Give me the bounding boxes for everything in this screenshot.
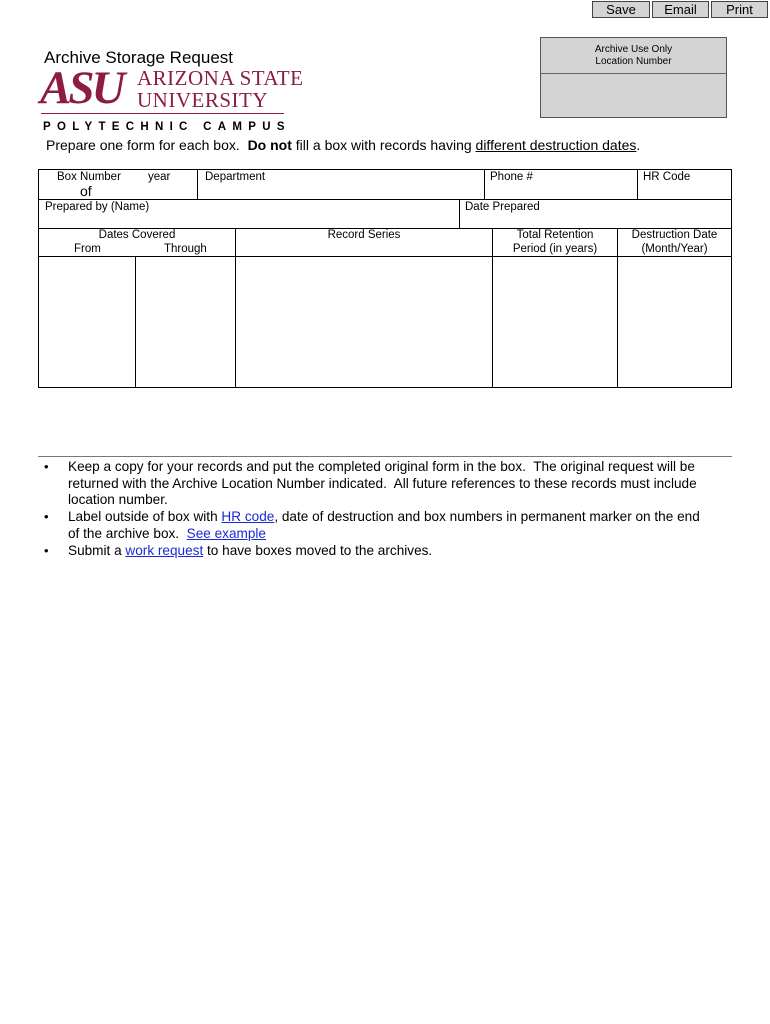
bullet: • <box>44 543 49 558</box>
location-number-label: Location Number <box>595 56 672 67</box>
form-col-divider <box>484 169 485 199</box>
page-title: Archive Storage Request <box>44 48 233 67</box>
from-label: From <box>74 243 101 255</box>
print-button[interactable]: Print <box>711 1 768 18</box>
instruction-text <box>46 137 640 153</box>
box-number-label: Box Number <box>57 171 121 183</box>
note-text: of the archive box. <box>68 525 187 541</box>
bullet: • <box>44 509 49 524</box>
year-label: year <box>148 171 171 183</box>
logo-arizona-state: ARIZONA STATE <box>137 66 304 90</box>
note-line: location number. <box>68 492 168 508</box>
form-row-divider <box>38 256 732 257</box>
form-col-divider <box>235 228 236 387</box>
retention-period-label: Period (in years) <box>512 243 598 255</box>
email-button[interactable]: Email <box>652 1 709 18</box>
destruction-date-label: Destruction Date <box>631 229 718 241</box>
form-col-divider <box>135 256 136 387</box>
save-button[interactable]: Save <box>592 1 650 18</box>
hr-code-link[interactable]: HR code <box>221 509 275 524</box>
form-border-right <box>731 169 732 388</box>
instruction-part2: fill a box with records having <box>291 137 476 153</box>
phone-label: Phone # <box>490 171 533 183</box>
note-line: Keep a copy for your records and put the completed original form in the box. The original request will be <box>68 459 695 474</box>
archive-use-label: Archive Use Only <box>594 44 673 55</box>
form-col-divider <box>197 169 198 199</box>
note-text: Submit a <box>68 543 126 558</box>
date-prepared-label: Date Prepared <box>465 201 540 213</box>
logo-university: UNIVERSITY <box>137 88 268 112</box>
month-year-label: (Month/Year) <box>641 243 708 255</box>
form-border-bottom <box>38 387 732 388</box>
of-label: of <box>80 183 92 199</box>
bullet: • <box>44 459 49 474</box>
archive-box-divider <box>541 73 726 74</box>
notes-divider <box>38 456 732 457</box>
asu-logo: ASU <box>40 62 123 114</box>
hr-code-label: HR Code <box>643 171 691 183</box>
department-label: Department <box>205 171 266 183</box>
form-border-top <box>38 169 732 170</box>
dates-covered-label: Dates Covered <box>98 229 176 241</box>
note-text: , date of destruction and box numbers in permanent marker on the end <box>274 509 700 524</box>
logo-rule <box>41 113 284 114</box>
form-col-divider <box>459 199 460 228</box>
form-row-divider <box>38 199 732 200</box>
note-line <box>68 526 718 543</box>
form-border-left <box>38 169 39 388</box>
note-keep-copy <box>68 459 718 509</box>
form-col-divider <box>637 169 638 199</box>
note-text: Label outside of box with <box>68 509 222 524</box>
prepared-by-label: Prepared by (Name) <box>45 201 150 213</box>
instruction-part3: . <box>636 137 641 153</box>
total-retention-label: Total Retention <box>516 229 594 241</box>
campus-name: POLYTECHNIC CAMPUS <box>43 121 291 133</box>
instruction-bold: Do not <box>247 137 292 153</box>
note-text: to have boxes moved to the archives. <box>203 543 433 558</box>
archive-use-only-box <box>540 37 727 118</box>
through-label: Through <box>164 243 207 255</box>
record-series-label: Record Series <box>327 229 401 241</box>
instruction-underlined: different destruction dates <box>475 137 637 153</box>
work-request-link[interactable]: work request <box>125 543 204 558</box>
note-line: returned with the Archive Location Number indicated. All future references to these records must include <box>68 475 697 491</box>
instruction-part1: Prepare one form for each box. <box>46 137 248 153</box>
note-work-request <box>68 543 718 560</box>
note-label-box <box>68 509 718 542</box>
see-example-link[interactable]: See example <box>186 525 266 541</box>
note-line <box>68 509 718 526</box>
